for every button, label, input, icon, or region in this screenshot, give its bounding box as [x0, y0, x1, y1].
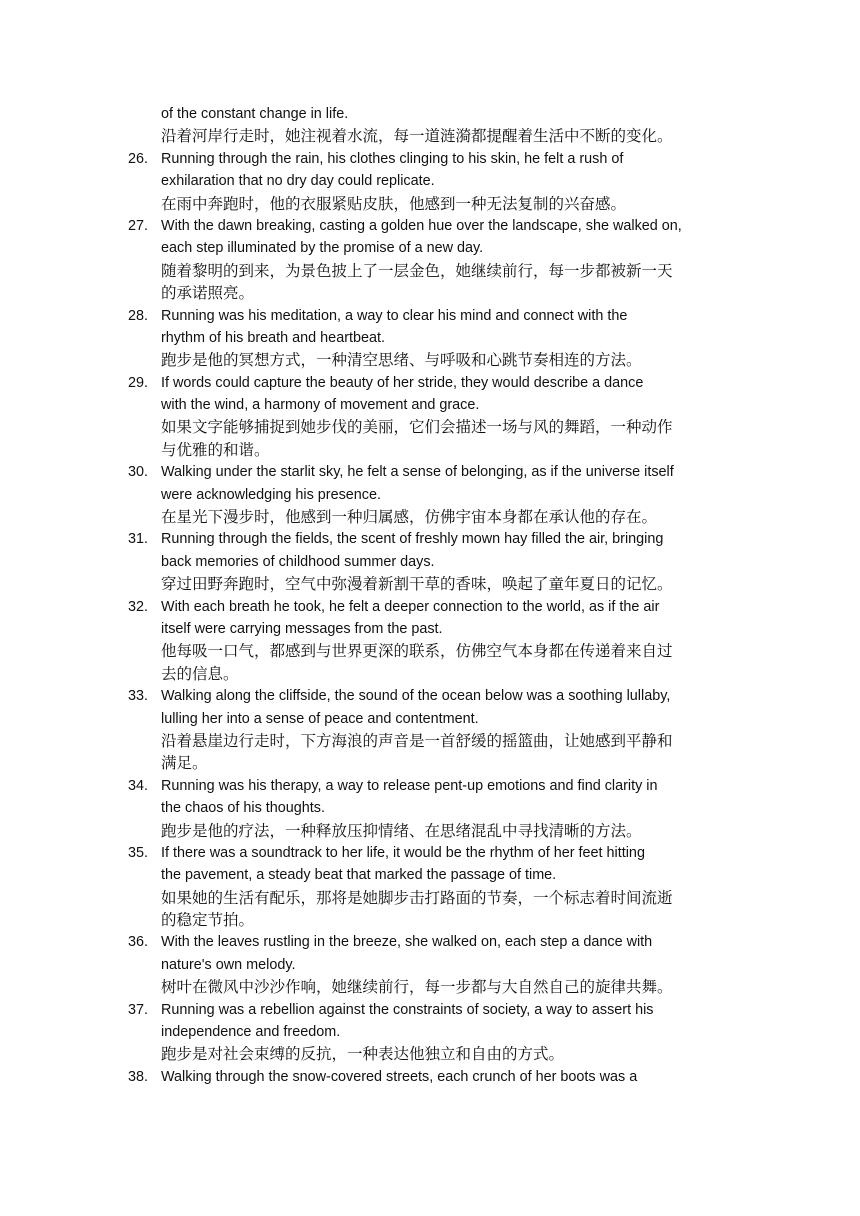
item-number: 38.	[128, 1068, 149, 1085]
english-text: With the dawn breaking, casting a golden hue over the landscape, she walked on,	[161, 217, 682, 234]
item-number: 28.	[128, 307, 149, 324]
item-number: 36.	[128, 934, 149, 951]
english-text: Walking under the starlit sky, he felt a sense of belonging, as if the universe itself	[161, 464, 674, 481]
english-text: rhythm of his breath and heartbeat.	[161, 329, 385, 346]
english-text: Running through the rain, his clothes clinging to his skin, he felt a rush of	[161, 150, 624, 167]
item-number: 31.	[128, 531, 149, 548]
english-line	[128, 1066, 734, 1088]
chinese-line: 的稳定节拍。	[161, 911, 255, 930]
chinese-line: 在星光下漫步时，他感到一种归属感，仿佛宇宙本身都在承认他的存在。	[161, 508, 658, 527]
chinese-line: 去的信息。	[161, 664, 239, 683]
english-line	[128, 618, 734, 640]
chinese-line: 如果她的生活有配乐，那将是她脚步击打路面的节奏，一个标志着时间流逝	[161, 888, 673, 907]
english-line	[128, 999, 734, 1021]
chinese-line: 满足。	[161, 754, 208, 773]
chinese-line: 跑步是他的冥想方式，一种清空思绪、与呼吸和心跳节奏相连的方法。	[161, 351, 642, 370]
english-text: exhilaration that no dry day could replicate.	[161, 173, 435, 190]
english-text: lulling her into a sense of peace and contentment.	[161, 710, 479, 727]
english-text: nature's own melody.	[161, 956, 296, 973]
english-text: the chaos of his thoughts.	[161, 800, 326, 817]
english-text: Running was his therapy, a way to release pent-up emotions and find clarity in	[161, 777, 658, 794]
lead-chinese-line: 沿着河岸行走时，她注视着水流，每一道涟漪都提醒着生活中不断的变化。	[161, 127, 673, 146]
english-line	[128, 931, 734, 953]
english-text: independence and freedom.	[161, 1024, 341, 1041]
english-line	[128, 305, 734, 327]
chinese-line: 随着黎明的到来，为景色披上了一层金色，她继续前行，每一步都被新一天	[161, 261, 673, 280]
english-line	[128, 1021, 734, 1043]
english-line	[128, 327, 734, 349]
english-line	[128, 372, 734, 394]
english-line	[128, 170, 734, 192]
english-text: If words could capture the beauty of her stride, they would describe a dance	[161, 374, 644, 391]
english-line	[128, 708, 734, 730]
chinese-line: 跑步是对社会束缚的反抗，一种表达他独立和自由的方式。	[161, 1045, 565, 1064]
english-line	[128, 148, 734, 170]
english-text: were acknowledging his presence.	[161, 486, 381, 503]
chinese-line: 他每吸一口气，都感到与世界更深的联系，仿佛空气本身都在传递着来自过	[161, 642, 673, 661]
chinese-line: 穿过田野奔跑时，空气中弥漫着新割干草的香味，唤起了童年夏日的记忆。	[161, 575, 673, 594]
chinese-line: 树叶在微风中沙沙作响，她继续前行，每一步都与大自然自己的旋律共舞。	[161, 978, 673, 997]
english-text: Walking along the cliffside, the sound of the ocean below was a soothing lullaby,	[161, 688, 671, 705]
chinese-line: 在雨中奔跑时，他的衣服紧贴皮肤，他感到一种无法复制的兴奋感。	[161, 194, 627, 213]
english-line	[128, 596, 734, 618]
english-line	[128, 461, 734, 483]
english-text: Running was a rebellion against the constraints of society, a way to assert his	[161, 1001, 654, 1018]
english-line	[128, 797, 734, 819]
english-line	[128, 394, 734, 416]
english-line	[128, 484, 734, 506]
english-text: With each breath he took, he felt a deeper connection to the world, as if the air	[161, 598, 660, 615]
english-line	[128, 864, 734, 886]
english-text: each step illuminated by the promise of a new day.	[161, 240, 484, 257]
item-number: 33.	[128, 688, 149, 705]
item-number: 35.	[128, 844, 149, 861]
chinese-line: 如果文字能够捕捉到她步伐的美丽，它们会描述一场与风的舞蹈，一种动作	[161, 418, 673, 437]
english-text: With the leaves rustling in the breeze, she walked on, each step a dance with	[161, 934, 653, 951]
english-text: Running through the fields, the scent of freshly mown hay filled the air, bringing	[161, 531, 664, 548]
item-number: 34.	[128, 777, 149, 794]
english-line	[128, 237, 734, 259]
chinese-line: 的承诺照亮。	[161, 284, 255, 303]
english-line	[128, 954, 734, 976]
chinese-line: 沿着悬崖边行走时，下方海浪的声音是一首舒缓的摇篮曲，让她感到平静和	[161, 731, 673, 750]
item-number: 37.	[128, 1001, 149, 1018]
english-text: with the wind, a harmony of movement and grace.	[161, 397, 480, 414]
english-line	[128, 215, 734, 237]
english-text: Running was his meditation, a way to clear his mind and connect with the	[161, 307, 628, 324]
chinese-line: 跑步是他的疗法，一种释放压抑情绪、在思绪混乱中寻找清晰的方法。	[161, 821, 642, 840]
item-number: 29.	[128, 374, 149, 391]
english-text: back memories of childhood summer days.	[161, 553, 435, 570]
english-text: If there was a soundtrack to her life, it would be the rhythm of her feet hitting	[161, 844, 645, 861]
english-text: the pavement, a steady beat that marked the passage of time.	[161, 867, 557, 884]
english-line	[128, 685, 734, 707]
item-number: 27.	[128, 217, 149, 234]
english-text: Walking through the snow-covered streets, each crunch of her boots was a	[161, 1068, 638, 1085]
chinese-line: 与优雅的和谐。	[161, 440, 270, 459]
item-number: 30.	[128, 464, 149, 481]
english-line	[128, 551, 734, 573]
english-line	[128, 528, 734, 550]
english-text: itself were carrying messages from the past.	[161, 620, 443, 637]
lead-english-line: of the constant change in life.	[161, 106, 349, 122]
item-number: 26.	[128, 150, 149, 167]
english-line	[128, 842, 734, 864]
english-line	[128, 775, 734, 797]
item-number: 32.	[128, 598, 149, 615]
sentence-list	[128, 103, 734, 1088]
